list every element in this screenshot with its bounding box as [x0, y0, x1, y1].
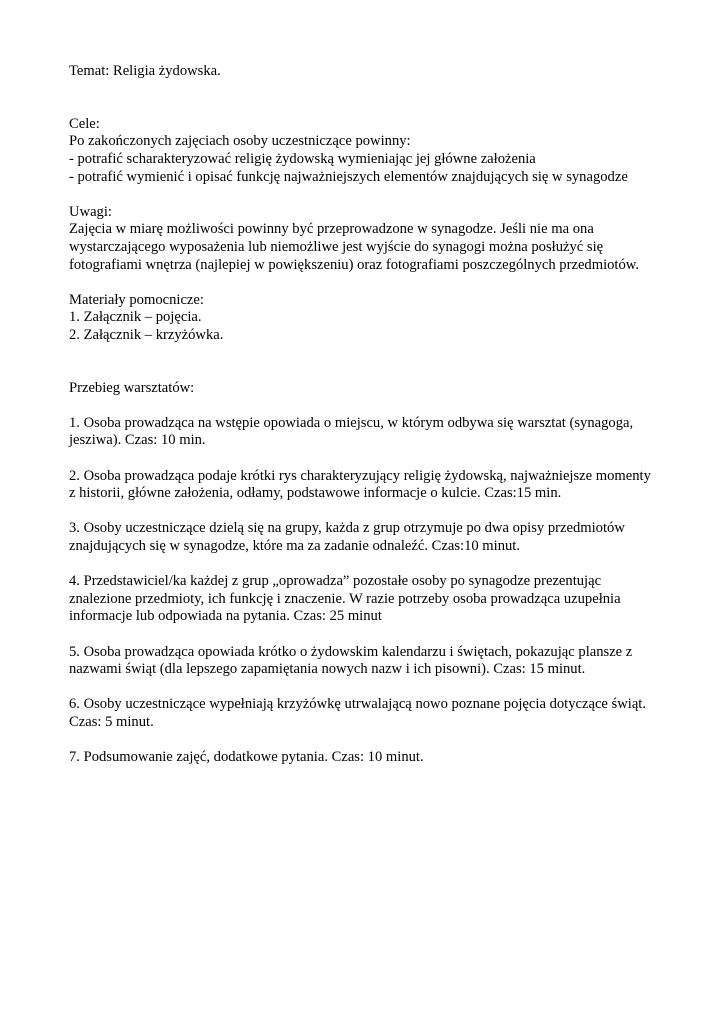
workshop-step-line: z historii, główne założenia, odłamy, podstawowe informacje o kulcie. Czas:15 min. [69, 485, 562, 502]
workshop-step [69, 644, 684, 679]
spacer [69, 186, 684, 204]
goals-intro: Po zakończonych zajęciach osoby uczestniczące powinny: [69, 133, 411, 150]
spacer [69, 345, 684, 380]
workshop-step-line: 2. Osoba prowadząca podaje krótki rys charakteryzujący religię żydowską, najważniejsze momenty [69, 467, 651, 484]
goals-section [69, 116, 684, 186]
materials-item: 2. Załącznik – krzyżówka. [69, 326, 224, 343]
workshop-step-line: 1. Osoba prowadząca na wstępie opowiada o miejscu, w którym odbywa się warsztat (synagoga, [69, 414, 634, 431]
notes-line: fotografiami wnętrza (najlepiej w powiększeniu) oraz fotografiami poszczególnych przedmiotów. [69, 256, 640, 273]
workshop-step-line: 5. Osoba prowadząca opowiada krótko o żydowskim kalendarzu i świętach, pokazując plansze z [69, 643, 633, 660]
goals-item: - potrafić wymienić i opisać funkcję najważniejszych elementów znajdujących się w synagodze [69, 168, 628, 185]
spacer [69, 626, 684, 644]
workshop-step-line: jesziwa). Czas: 10 min. [69, 432, 206, 449]
workshop-step-line: 7. Podsumowanie zajęć, dodatkowe pytania. Czas: 10 minut. [69, 749, 424, 766]
materials-section [69, 292, 684, 345]
workshop-step-line: informacje lub odpowiada na pytania. Czas: 25 minut [69, 608, 382, 625]
workshop-step-line: 6. Osoby uczestniczące wypełniają krzyżówkę utrwalającą nowo poznane pojęcia dotyczące świąt. [69, 696, 647, 713]
workshop-step-line: nazwami świąt (dla lepszego zapamiętania nowych nazw i ich pisowni). Czas: 15 minut. [69, 661, 586, 678]
goals-heading: Cele: [69, 115, 100, 132]
materials-item: 1. Załącznik – pojęcia. [69, 309, 202, 326]
workshop-step [69, 696, 684, 731]
topic-text: Temat: Religia żydowska. [69, 63, 221, 79]
workshop-heading-line [69, 380, 684, 398]
spacer [69, 556, 684, 574]
spacer [69, 274, 684, 292]
workshop-step [69, 573, 684, 626]
workshop-step-line: 3. Osoby uczestniczące dzielą się na grupy, każda z grup otrzymuje po dwa opisy przedmiotów [69, 520, 625, 537]
spacer [69, 397, 684, 415]
spacer [69, 503, 684, 521]
spacer [69, 679, 684, 697]
workshop-step-line: znalezione przedmioty, ich funkcję i znaczenie. W razie potrzeby osoba prowadząca uzupełnia [69, 590, 621, 607]
workshop-step-line: znajdujących się w synagodze, które ma za zadanie odnaleźć. Czas:10 minut. [69, 538, 521, 555]
materials-heading: Materiały pomocnicze: [69, 291, 204, 308]
workshop-heading: Przebieg warsztatów: [69, 379, 195, 396]
workshop-step [69, 468, 684, 503]
spacer [69, 81, 684, 116]
workshop-step [69, 415, 684, 450]
spacer [69, 450, 684, 468]
workshop-step [69, 749, 684, 767]
workshop-step-line: 4. Przedstawiciel/ka każdej z grup „oprowadza” pozostałe osoby po synagodze prezentując [69, 573, 602, 590]
workshop-step [69, 520, 684, 555]
notes-line: Zajęcia w miarę możliwości powinny być przeprowadzone w synagodze. Jeśli nie ma ona [69, 221, 594, 238]
workshop-step-line: Czas: 5 minut. [69, 713, 154, 730]
spacer [69, 732, 684, 750]
topic-line [69, 63, 684, 81]
notes-line: wystarczającego wyposażenia lub niemożliwe jest wyjście do synagogi można posłużyć się [69, 238, 604, 255]
goals-item: - potrafić scharakteryzować religię żydowską wymieniając jej główne założenia [69, 150, 536, 167]
notes-heading: Uwagi: [69, 203, 112, 220]
notes-section [69, 204, 684, 274]
